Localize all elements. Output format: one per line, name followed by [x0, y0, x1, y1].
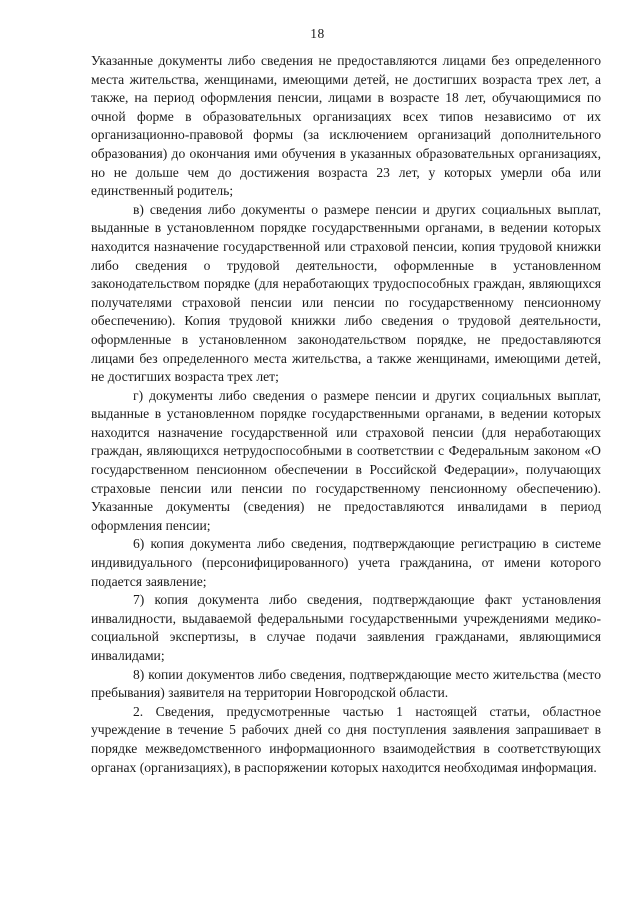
- paragraph-exemption-note: Указанные документы либо сведения не предоставляются лицами без определенного места жительства, женщинами, имеющими детей, не достигших возраста трех лет, а также, на период оформления пенсии, лицами в возрасте 18 лет, обучающимися по очной форме в образовательных организациях всех типов независимо от их организационно-правовой формы (за исключением организаций дополнительного образования) до окончания ими обучения в указанных образовательных организациях, но не дольше чем до достижения возраста 23 лет, у которых умерли оба или единственный родитель;: [91, 53, 601, 199]
- paragraph-item-8: 8) копии документов либо сведения, подтверждающие место жительства (место пребывания) заявителя на территории Новгородской области.: [91, 666, 601, 701]
- page-number: 18: [310, 26, 325, 41]
- paragraph-section-2: 2. Сведения, предусмотренные частью 1 настоящей статьи, областное учреждение в течение 5 рабочих дней со дня поступления заявления запрашивает в порядке межведомственного информационного взаимодействия в соответствующих органах (организациях), в распоряжении которых находится необходимая информация.: [91, 703, 601, 775]
- paragraph-item-6: 6) копия документа либо сведения, подтверждающие регистрацию в системе индивидуального (персонифицированного) учета гражданина, от имени которого подается заявление;: [91, 536, 601, 589]
- document-body: [91, 52, 601, 777]
- paragraph-item-7: 7) копия документа либо сведения, подтверждающие факт установления инвалидности, выдаваемой федеральными государственными учреждениями медико-социальной экспертизы, в случае подачи заявления гражданами, являющимися инвалидами;: [91, 592, 601, 663]
- paragraph-item-g: г) документы либо сведения о размере пенсии и других социальных выплат, выданные в установленном порядке государственными органами, в ведении которых находится назначение государственной или страховой пенсии (для неработающих граждан, являющихся нетрудоспособными в соответствии с Федеральным законом «О государственном пенсионном обеспечении в Российской Федерации», получающих страховые пенсии или пенсии по государственному пенсионному обеспечению). Указанные документы (сведения) не предоставляются инвалидами в период оформления пенсии;: [91, 387, 601, 533]
- paragraph-item-v: в) сведения либо документы о размере пенсии и других социальных выплат, выданные в установленном порядке государственными органами, в ведении которых находится назначение государственной или страховой пенсии, копия трудовой книжки либо сведения о трудовой деятельности, оформленные в установленном законодательством порядке (для неработающих трудоспособных граждан, являющихся получателями страховой пенсии или пенсии по государственному пенсионному обеспечению). Копия трудовой книжки либо сведения о трудовой деятельности, оформленные в установленном законодательством порядке, не предоставляются лицами без определенного места жительства, а также женщинами, имеющими детей, не достигших возраста трех лет;: [91, 201, 601, 385]
